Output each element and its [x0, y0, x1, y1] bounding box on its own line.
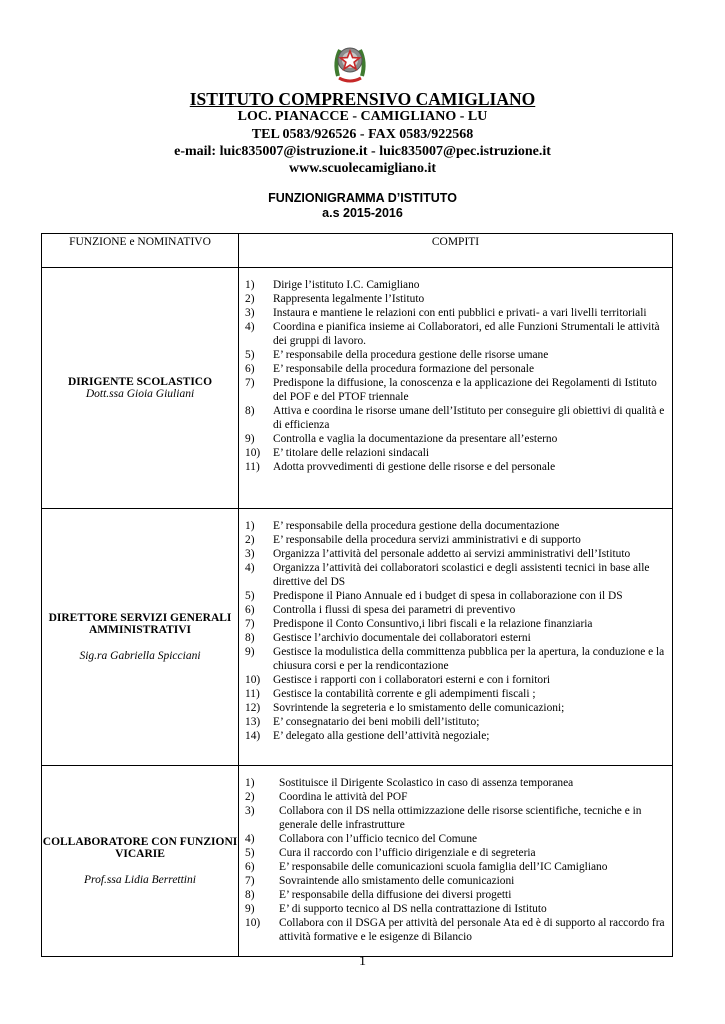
page-number: 1	[359, 954, 366, 969]
school-phone: TEL 0583/926526 - FAX 0583/922568	[251, 127, 474, 142]
task-list	[239, 519, 672, 743]
list-item: 10) Collabora con il DSGA per attività del personale Ata ed è di supporto al raccordo fra attività formative e le esigenze di Bilancio	[245, 917, 665, 943]
role-name: DIRETTORE SERVIZI GENERALI AMMINISTRATIVI	[48, 612, 232, 636]
table-row	[42, 509, 673, 766]
task-list	[239, 776, 672, 944]
list-item: 3) Organizza l’attività del personale addetto ai servizi amministrativi dell’Istituto	[245, 548, 631, 560]
list-item: 7) Sovraintende allo smistamento delle comunicazioni	[245, 875, 515, 887]
list-item: 2) Coordina le attività del POF	[245, 791, 408, 803]
list-item: 10) Gestisce i rapporti con i collaboratori esterni e con i fornitori	[245, 674, 551, 686]
list-item: 1) E’ responsabile della procedura gestione della documentazione	[245, 520, 560, 532]
column-header-function: FUNZIONE e NOMINATIVO	[42, 234, 239, 268]
list-item: 4) Collabora con l’ufficio tecnico del Comune	[245, 833, 478, 845]
list-item: 14) E’ delegato alla gestione dell’attività negoziale;	[245, 730, 490, 742]
column-header-tasks: COMPITI	[239, 234, 673, 268]
list-item: 6) E’ responsabile della procedura formazione del personale	[245, 363, 535, 375]
list-item: 9) Gestisce la modulistica della committenza pubblica per la apertura, la conduzione e la chiusura corsi e per la rendicontazione	[245, 646, 665, 672]
school-email: e-mail: luic835007@istruzione.it - luic835007@pec.istruzione.it	[174, 144, 551, 159]
role-cell	[42, 268, 239, 509]
task-list	[239, 278, 672, 474]
list-item: 4) Organizza l’attività dei collaboratori scolastici e degli assistenti tecnici in base alle direttive del DS	[245, 562, 650, 588]
list-item: 5) Predispone il Piano Annuale ed i budget di spesa in collaborazione con il DS	[245, 590, 623, 602]
list-item: 8) E’ responsabile della diffusione dei diversi progetti	[245, 889, 512, 901]
role-cell	[42, 766, 239, 957]
list-item: 5) E’ responsabile della procedura gestione delle risorse umane	[245, 349, 549, 361]
document-title: FUNZIONIGRAMMA D’ISTITUTO	[268, 191, 457, 205]
list-item: 2) Rappresenta legalmente l’Istituto	[245, 293, 425, 305]
list-item: 3) Collabora con il DS nella ottimizzazione delle risorse scientifiche, tecniche e in generale delle infrastrutture	[245, 805, 642, 831]
role-person: Dott.ssa Gioia Giuliani	[85, 388, 195, 400]
list-item: 8) Gestisce l’archivio documentale dei collaboratori esterni	[245, 632, 531, 644]
list-item: 7) Predispone il Conto Consuntivo,i libri fiscali e la relazione finanziaria	[245, 618, 593, 630]
role-person: Sig.ra Gabriella Spicciani	[79, 650, 201, 662]
role-cell	[42, 509, 239, 766]
italian-republic-emblem	[330, 40, 370, 86]
list-item: 3) Instaura e mantiene le relazioni con enti pubblici e privati- a vari livelli territoriali	[245, 307, 647, 319]
school-address: LOC. PIANACCE - CAMIGLIANO - LU	[237, 109, 488, 124]
list-item: 5) Cura il raccordo con l’ufficio dirigenziale e di segreteria	[245, 847, 536, 859]
function-table	[41, 233, 673, 957]
list-item: 2) E’ responsabile della procedura servizi amministrativi e di supporto	[245, 534, 581, 546]
table-header-row	[42, 234, 673, 268]
role-name: DIRIGENTE SCOLASTICO	[67, 376, 213, 388]
tasks-cell	[239, 509, 673, 766]
list-item: 6) E’ responsabile delle comunicazioni scuola famiglia dell’IC Camigliano	[245, 861, 608, 873]
list-item: 4) Coordina e pianifica insieme ai Collaboratori, ed alle Funzioni Strumentali le attività dei gruppi di lavoro.	[245, 321, 660, 347]
list-item: 10) E’ titolare delle relazioni sindacali	[245, 447, 430, 459]
list-item: 11) Gestisce la contabilità corrente e gli adempimenti fiscali ;	[245, 688, 536, 700]
school-website: www.scuolecamigliano.it	[289, 161, 436, 176]
role-person: Prof.ssa Lidia Berrettini	[84, 874, 196, 886]
school-name: ISTITUTO COMPRENSIVO CAMIGLIANO	[189, 89, 536, 109]
school-year: a.s 2015-2016	[322, 206, 403, 220]
list-item: 12) Sovrintende la segreteria e lo smistamento delle comunicazioni;	[245, 702, 565, 714]
list-item: 1) Sostituisce il Dirigente Scolastico in caso di assenza temporanea	[245, 777, 574, 789]
tasks-cell	[239, 766, 673, 957]
list-item: 7) Predispone la diffusione, la conoscenza e la applicazione dei Regolamenti di Istituto del POF e del PTOF triennale	[245, 377, 657, 403]
list-item: 9) E’ di supporto tecnico al DS nella contrattazione di Istituto	[245, 903, 547, 915]
list-item: 9) Controlla e vaglia la documentazione da presentare all’esterno	[245, 433, 558, 445]
list-item: 1) Dirige l’istituto I.C. Camigliano	[245, 279, 420, 291]
list-item: 13) E’ consegnatario dei beni mobili dell’istituto;	[245, 716, 480, 728]
list-item: 8) Attiva e coordina le risorse umane dell’Istituto per conseguire gli obiettivi di qualità e di efficienza	[245, 405, 665, 431]
table-row	[42, 268, 673, 509]
role-name: COLLABORATORE CON FUNZIONI VICARIE	[42, 836, 238, 860]
list-item: 11) Adotta provvedimenti di gestione delle risorse e del personale	[245, 461, 556, 473]
table-row	[42, 766, 673, 957]
tasks-cell	[239, 268, 673, 509]
list-item: 6) Controlla i flussi di spesa dei parametri di preventivo	[245, 604, 516, 616]
